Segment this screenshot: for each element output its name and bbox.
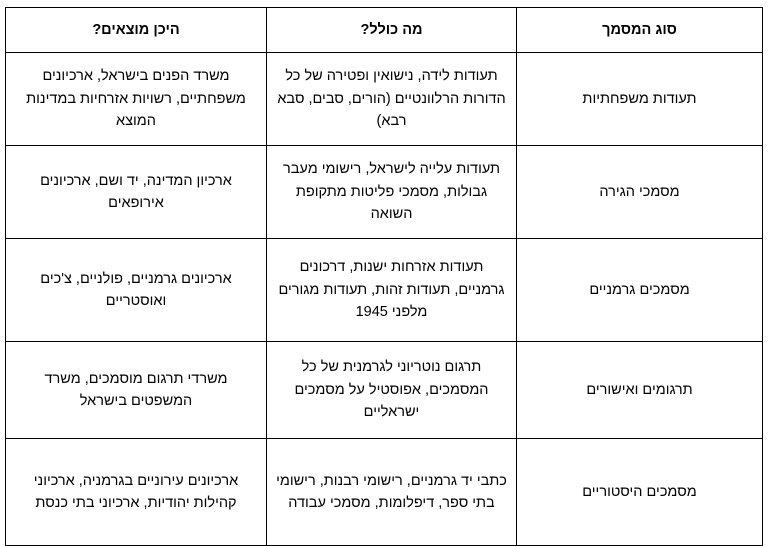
table-row (6, 53, 763, 146)
cell-where-to-find (6, 439, 267, 546)
cell-document-type (517, 146, 763, 239)
column-header-document-type: סוג המסמך (517, 8, 763, 53)
cell-text: ארכיונים גרמניים, פולניים, צ'כים ואוסטריים (40, 270, 232, 309)
cell-text: משרדי תרגום מוסמכים, משרד המשפטים בישראל (44, 370, 228, 409)
cell-contains (267, 439, 517, 546)
cell-contains (267, 53, 517, 146)
cell-contains (267, 146, 517, 239)
column-header-where-to-find: היכן מוצאים? (6, 8, 267, 53)
cell-contains (267, 342, 517, 439)
cell-text: משרד הפנים בישראל, ארכיונים משפחתיים, רשויות אזרחיות במדינות המוצא (26, 68, 246, 130)
cell-text: תרגומים ואישורים (586, 381, 693, 398)
cell-document-type (517, 53, 763, 146)
cell-text: מסמכים היסטוריים (582, 483, 697, 500)
table-row (6, 146, 763, 239)
cell-text: כתבי יד גרמניים, רישומי רבנות, רישומי בתי ספר, דיפלומות, מסמכי עבודה (276, 472, 507, 511)
cell-document-type (517, 239, 763, 342)
cell-text: תעודות לידה, נישואין ופטירה של כל הדורות הרלוונטיים (הורים, סבים, סבא רבא) (277, 68, 506, 130)
cell-text: ארכיון המדינה, יד ושם, ארכיונים אירופאים (40, 172, 232, 211)
table-row (6, 342, 763, 439)
table-header-row (6, 8, 763, 53)
documents-table (5, 7, 763, 546)
table-row (6, 239, 763, 342)
cell-where-to-find (6, 53, 267, 146)
cell-document-type (517, 439, 763, 546)
cell-document-type (517, 342, 763, 439)
cell-text: מסמכים גרמניים (589, 281, 690, 298)
cell-text: תרגום נוטריוני לגרמנית של כל המסמכים, אפוסטיל על מסמכים ישראליים (294, 359, 489, 421)
cell-text: תעודות אזרחות ישנות, דרכונים גרמניים, תעודות זהות, תעודות מגורים מלפני 1945 (278, 259, 505, 321)
cell-text: ארכיונים עירוניים בגרמניה, ארכיוני קהילות יהודיות, ארכיוני בתי כנסת (33, 472, 239, 511)
table-body (6, 53, 763, 546)
cell-text: תעודות עלייה לישראל, רישומי מעבר גבולות, מסמכי פליטות מתקופת השואה (283, 161, 500, 223)
cell-text: תעודות משפחתיות (582, 90, 697, 107)
cell-contains (267, 239, 517, 342)
cell-text: מסמכי הגירה (599, 183, 680, 200)
cell-where-to-find (6, 342, 267, 439)
cell-where-to-find (6, 239, 267, 342)
table-header (6, 8, 763, 53)
cell-where-to-find (6, 146, 267, 239)
column-header-contains: מה כולל? (267, 8, 517, 53)
table-row (6, 439, 763, 546)
